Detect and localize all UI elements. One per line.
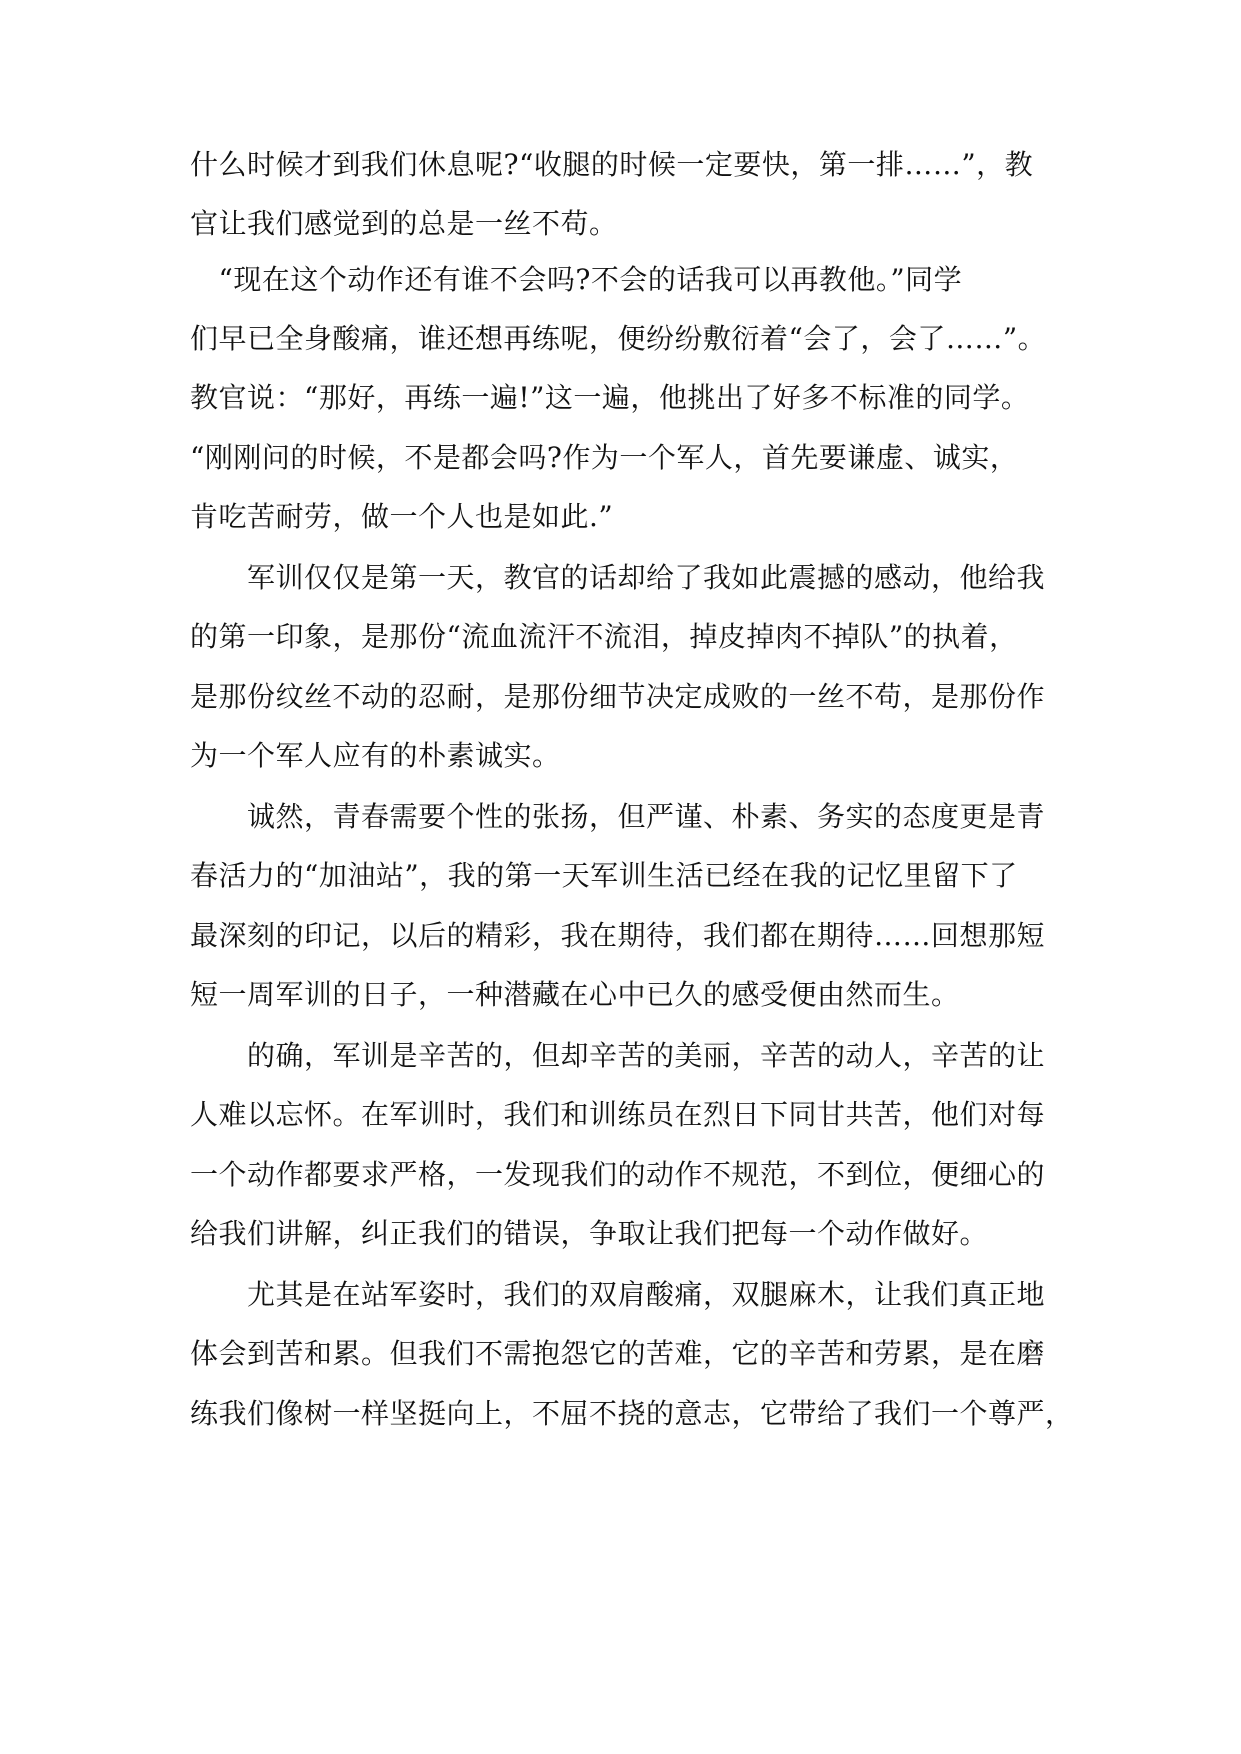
text-line: 的确，军训是辛苦的，但却辛苦的美丽，辛苦的动人，辛苦的让: [190, 1039, 1046, 1072]
text-line: 最深刻的印记，以后的精彩，我在期待，我们都在期待……回想那短: [190, 919, 1046, 952]
text-line: 人难以忘怀。在军训时，我们和训练员在烈日下同甘共苦，他们对每: [190, 1098, 1046, 1131]
text-line: 体会到苦和累。但我们不需抱怨它的苦难，它的辛苦和劳累，是在磨: [190, 1337, 1046, 1370]
text-line: 一个动作都要求严格，一发现我们的动作不规范，不到位，便细心的: [190, 1158, 1046, 1191]
text-line: 给我们讲解，纠正我们的错误，争取让我们把每一个动作做好。: [190, 1217, 989, 1250]
text-line: 尤其是在站军姿时，我们的双肩酸痛，双腿麻木，让我们真正地: [190, 1278, 1046, 1311]
text-line: 肯吃苦耐劳，做一个人也是如此.”: [190, 500, 614, 533]
text-line: 练我们像树一样坚挺向上，不屈不挠的意志，它带给了我们一个尊严，: [190, 1397, 1074, 1430]
text-line: “现在这个动作还有谁不会吗?不会的话我可以再教他。”同学: [190, 263, 963, 296]
text-line: 什么时候才到我们休息呢?“收腿的时候一定要快，第一排……”，教: [190, 148, 1034, 181]
text-line: 军训仅仅是第一天，教官的话却给了我如此震撼的感动，他给我: [190, 561, 1046, 594]
text-line: 教官说：“那好，再练一遍!”这一遍，他挑出了好多不标准的同学。: [190, 381, 1030, 414]
text-line: “刚刚问的时候，不是都会吗?作为一个军人，首先要谦虚、诚实，: [190, 441, 1019, 474]
text-line: 诚然，青春需要个性的张扬，但严谨、朴素、务实的态度更是青: [190, 800, 1046, 833]
text-line: 为一个军人应有的朴素诚实。: [190, 739, 561, 772]
text-line: 短一周军训的日子，一种潜藏在心中已久的感受便由然而生。: [190, 978, 960, 1011]
text-line: 春活力的“加油站”，我的第一天军训生活已经在我的记忆里留下了: [190, 859, 1018, 892]
text-line: 们早已全身酸痛，谁还想再练呢，便纷纷敷衍着“会了，会了……”。: [190, 322, 1047, 355]
text-line: 官让我们感觉到的总是一丝不苟。: [190, 207, 618, 240]
text-line: 是那份纹丝不动的忍耐，是那份细节决定成败的一丝不苟，是那份作: [190, 680, 1046, 713]
text-line: 的第一印象，是那份“流血流汗不流泪，掉皮掉肉不掉队”的执着，: [190, 620, 1018, 653]
